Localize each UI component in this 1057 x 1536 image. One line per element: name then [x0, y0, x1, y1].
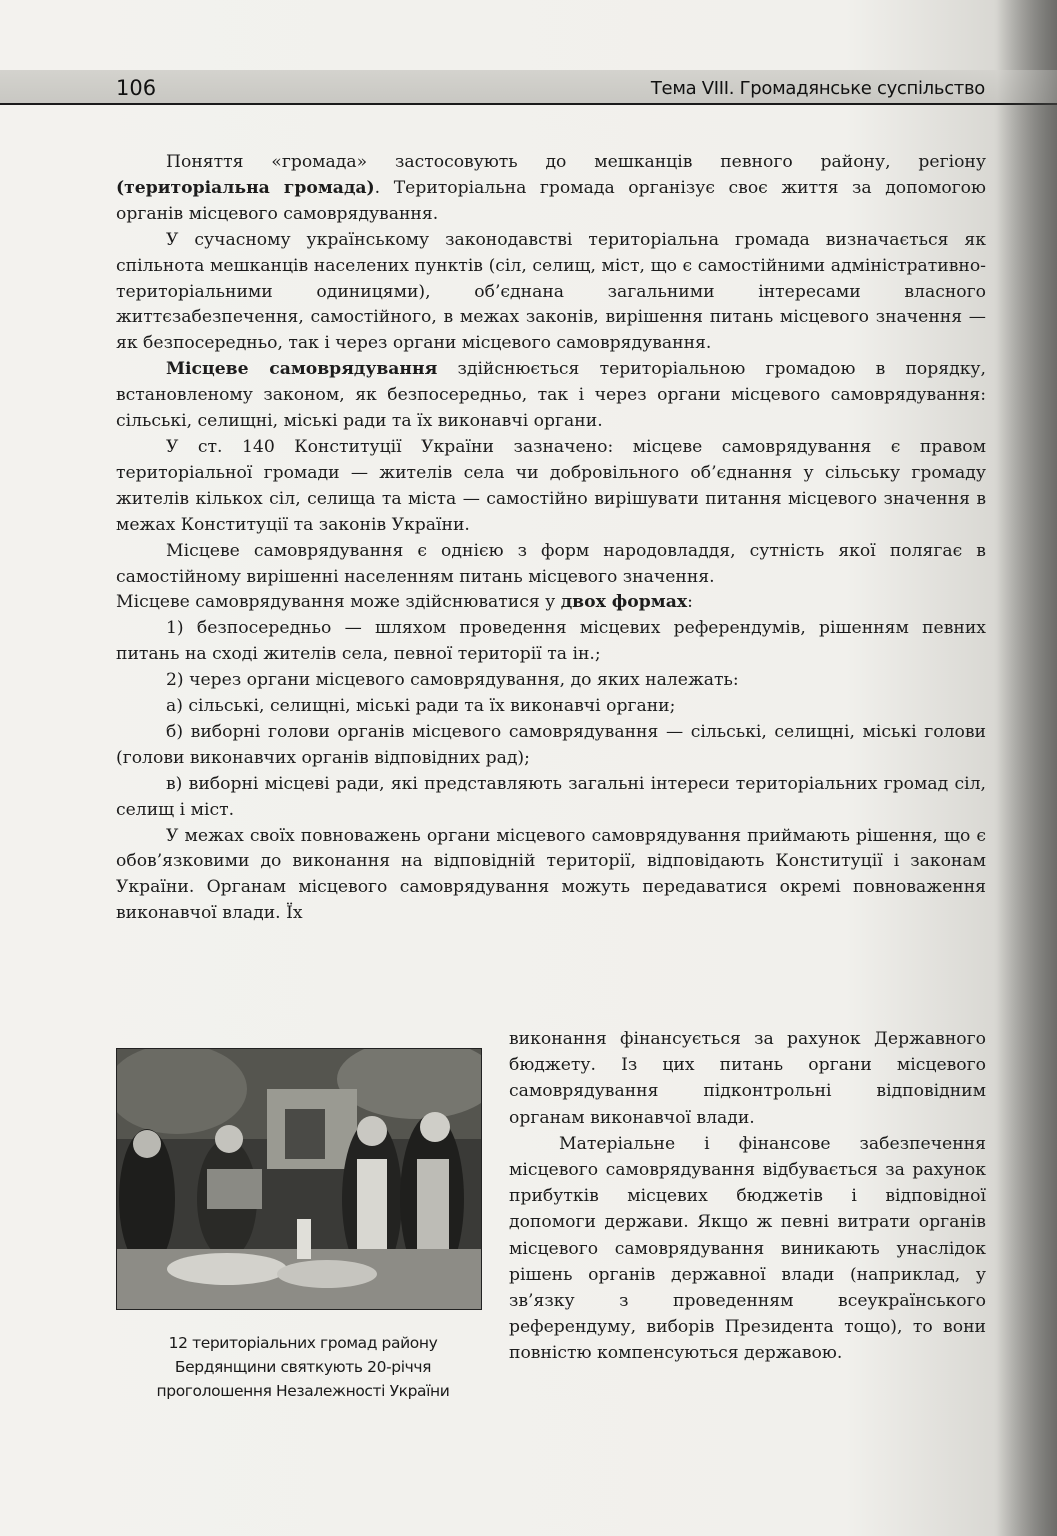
side-text [509, 1026, 986, 1367]
paragraph-4: У ст. 140 Конституції України зазначено: місцеве самоврядування є правом територіальної громади — жителів села чи добровільного об’єднання у сільську громаду жителів кількох сіл, селища та міста — самостійно вирішувати питання місцевого значення в межах Конституції та законів України. [116, 436, 986, 535]
caption-line: проголошення Незалежності України [156, 1382, 450, 1400]
paragraph-7: У межах своїх повноважень органи місцевого самоврядування приймають рішення, що є обов’язковими до виконання на відповідній території, відповідають Конституції і законам України. Органам місцевого самоврядування можуть передаватися окремі повноваження виконавчої влади. Їх [116, 825, 986, 924]
caption-line: Бердянщини святкують 20-річчя [174, 1358, 432, 1376]
page-number: 106 [116, 76, 157, 100]
figure [116, 1048, 490, 1403]
page-edge-shadow [997, 0, 1057, 1536]
paragraph-2: У сучасному українському законодавстві територіальна громада визначається як спільнота мешканців населених пунктів (сіл, селищ, міст, що є самостійними адміністративно-територіальними одиницями), об’єднана загальними інтересами власного життєзабезпечення, самостійного, в межах законів, вирішення питань місцевого значення — як безпосередньо, так і через органи місцевого самоврядування. [116, 229, 986, 354]
paragraph-5: Місцеве самоврядування є однією з форм народовладдя, сутність якої полягає в самостійному вирішенні населенням питань місцевого значення. [116, 540, 986, 587]
list-item-1: 1) безпосередньо — шляхом проведення місцевих референдумів, рішенням певних питань на сході жителів села, певної території та ін.; [116, 618, 986, 665]
side-paragraph-2: Матеріальне і фінансове забезпечення місцевого самоврядування відбувається за рахунок прибутків місцевих бюджетів і відповідної допомоги держави. Якщо ж певні витрати органів місцевого самоврядування виникають унаслідок рішень органів державної влади (наприклад, у зв’язку з проведенням всеукраїнського референдуму, виборів Президента тощо), то вони повністю компенсуються державою. [509, 1133, 986, 1364]
side-paragraph-1: виконання фінансується за рахунок Державного бюджету. Із цих питань органи місцевого самоврядування підконтрольні відповідним органам виконавчої влади. [509, 1029, 986, 1128]
paragraph-3: Місцеве самоврядування здійснюється територіальною громадою в порядку, встановленому законом, як безпосередньо, так і через органи місцевого самоврядування: сільські, селищні, міські ради та їх виконавчі органи. [116, 359, 987, 432]
main-text [116, 150, 986, 927]
paragraph-1: Поняття «громада» застосовують до мешканців певного району, регіону (територіальна громада). Територіальна громада організує своє життя за допомогою органів місцевого самоврядування. [116, 152, 986, 224]
list-item-c: в) виборні місцеві ради, які представляють загальні інтереси територіальних громад сіл, селищ і міст. [116, 773, 986, 820]
running-title: Тема VIII. Громадянське суспільство [650, 78, 985, 99]
page-header [0, 70, 1057, 106]
celebration-photo [116, 1048, 482, 1310]
list-item-b: б) виборні голови органів місцевого самоврядування — сільські, селищні, міські голови (голови виконавчих органів відповідних рад); [116, 721, 986, 768]
list-item-a: а) сільські, селищні, міські ради та їх виконавчі органи; [166, 696, 676, 717]
paragraph-6: Місцеве самоврядування може здійснюватися у двох формах: [116, 592, 693, 613]
figure-caption [116, 1331, 490, 1403]
list-item-2: 2) через органи місцевого самоврядування, до яких належать: [166, 670, 739, 691]
header-rule [0, 103, 1057, 105]
caption-line: 12 територіальних громад району [168, 1334, 438, 1352]
